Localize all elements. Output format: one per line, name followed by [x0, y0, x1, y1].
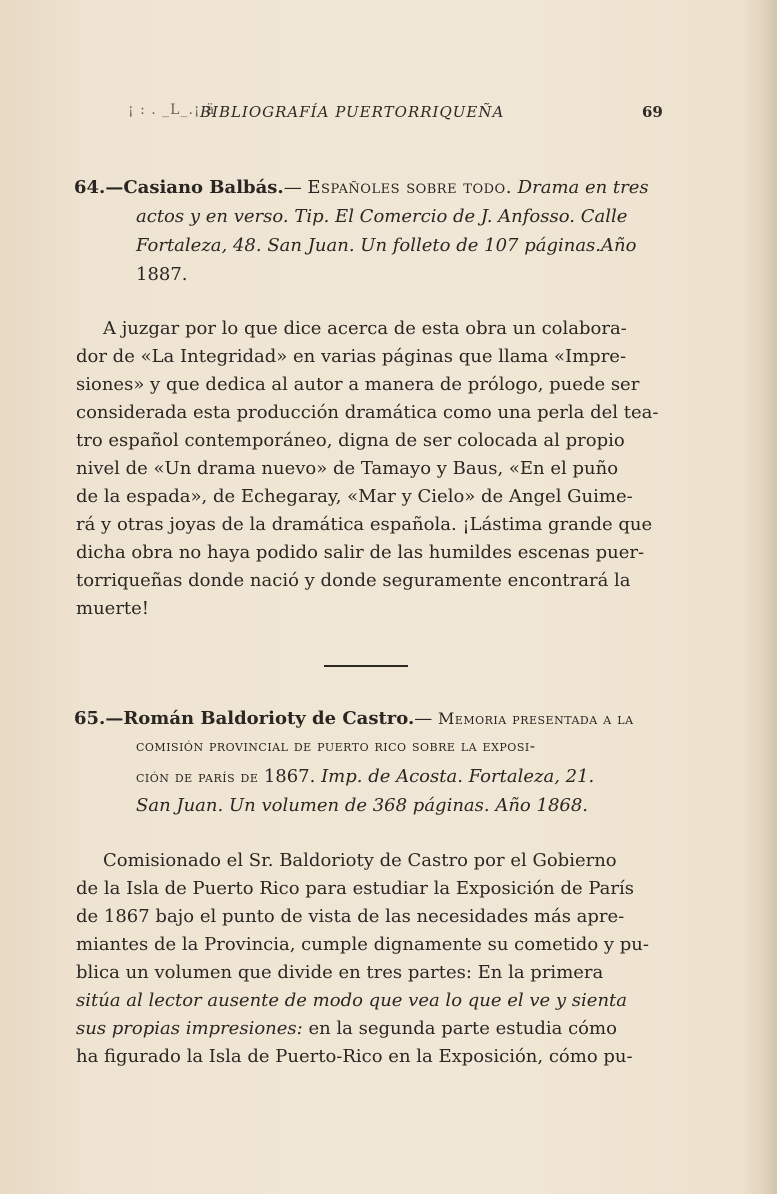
entry-65-author: Román Baldorioty de Castro. — [123, 708, 415, 729]
paragraph-fragment: en la segunda parte estudia cómo — [302, 1018, 617, 1039]
italic-phrase: sus propias impresiones: — [76, 1018, 303, 1039]
header-ink-mark: ¡ : . _L_.¡.ä — [128, 102, 216, 118]
entry-65-dash: — — [414, 708, 438, 729]
entry-64-title: Españoles sobre todo. — [307, 177, 512, 198]
entry-64-heading — [74, 177, 649, 198]
paragraph-line: ha figurado la Isla de Puerto-Rico en la Exposición, cómo pu- — [76, 1046, 633, 1067]
running-header — [0, 100, 777, 130]
entry-64-imprint-2: Fortaleza, 48. San Juan. Un folleto de 107 páginas.Año — [136, 235, 637, 256]
paragraph-line: de la Isla de Puerto Rico para estudiar la Exposición de París — [76, 878, 634, 899]
entry-65-expo-year: 1867. — [263, 766, 316, 787]
paragraph-line: A juzgar por lo que dice acerca de esta obra un colabora- — [103, 318, 627, 339]
header-title: BIBLIOGRAFÍA PUERTORRIQUEÑA — [200, 103, 505, 121]
paragraph-line: tro español contemporáneo, digna de ser colocada al propio — [76, 430, 625, 451]
paragraph-line: siones» y que dedica al autor a manera de prólogo, puede ser — [76, 374, 640, 395]
entry-65-number: 65.— — [74, 708, 124, 729]
entry-65-title-2: comisión provincial de puerto rico sobre la exposi- — [136, 737, 536, 755]
paragraph-line: de 1867 bajo el punto de vista de las necesidades más apre- — [76, 906, 625, 927]
entry-65-heading — [74, 708, 634, 729]
entry-64-imprint-1: actos y en verso. Tip. El Comercio de J. Anfosso. Calle — [136, 206, 628, 227]
paragraph-line — [76, 1018, 617, 1039]
paragraph-line: sitúa al lector ausente de modo que vea lo que el ve y sienta — [76, 990, 628, 1011]
paragraph-line: muerte! — [76, 598, 150, 619]
paragraph-line: Comisionado el Sr. Baldorioty de Castro por el Gobierno — [103, 850, 617, 871]
entry-65-title-1: Memoria presentada a la — [437, 709, 634, 728]
entry-64-year: 1887. — [136, 264, 188, 285]
paragraph-line: dicha obra no haya podido salir de las humildes escenas puer- — [76, 542, 645, 563]
paragraph-line: de la espada», de Echegaray, «Mar y Cielo» de Angel Guime- — [76, 486, 633, 507]
paragraph-line: dor de «La Integridad» en varias páginas que llama «Impre- — [76, 346, 627, 367]
paragraph-line: nivel de «Un drama nuevo» de Tamayo y Baus, «En el puño — [76, 458, 619, 479]
entry-64-author: Casiano Balbás. — [123, 177, 284, 198]
entry-64-number: 64.— — [74, 177, 124, 198]
paragraph-line: rá y otras joyas de la dramática española. ¡Lástima grande que — [76, 514, 653, 535]
paragraph-line: torriqueñas donde nació y donde seguramente encontrará la — [76, 570, 631, 591]
page-edge-shadow — [743, 0, 777, 1194]
paragraph-line: miantes de la Provincia, cumple dignamente su cometido y pu- — [76, 934, 649, 955]
section-divider — [324, 665, 408, 667]
entry-65-title-3: ción de parís de — [136, 768, 264, 786]
paragraph-line: considerada esta producción dramática como una perla del tea- — [76, 402, 659, 423]
entry-65-imprint-2: San Juan. Un volumen de 368 páginas. Año 1868. — [136, 795, 589, 816]
page-number: 69 — [642, 103, 663, 121]
paragraph-line: blica un volumen que divide en tres partes: En la primera — [76, 962, 604, 983]
entry-65-imprint-1 — [136, 766, 594, 787]
entry-65-imprint: Imp. de Acosta. Fortaleza, 21. — [315, 766, 595, 787]
entry-64-genre: Drama en tres — [511, 177, 649, 198]
entry-64-dash: — — [283, 177, 308, 198]
